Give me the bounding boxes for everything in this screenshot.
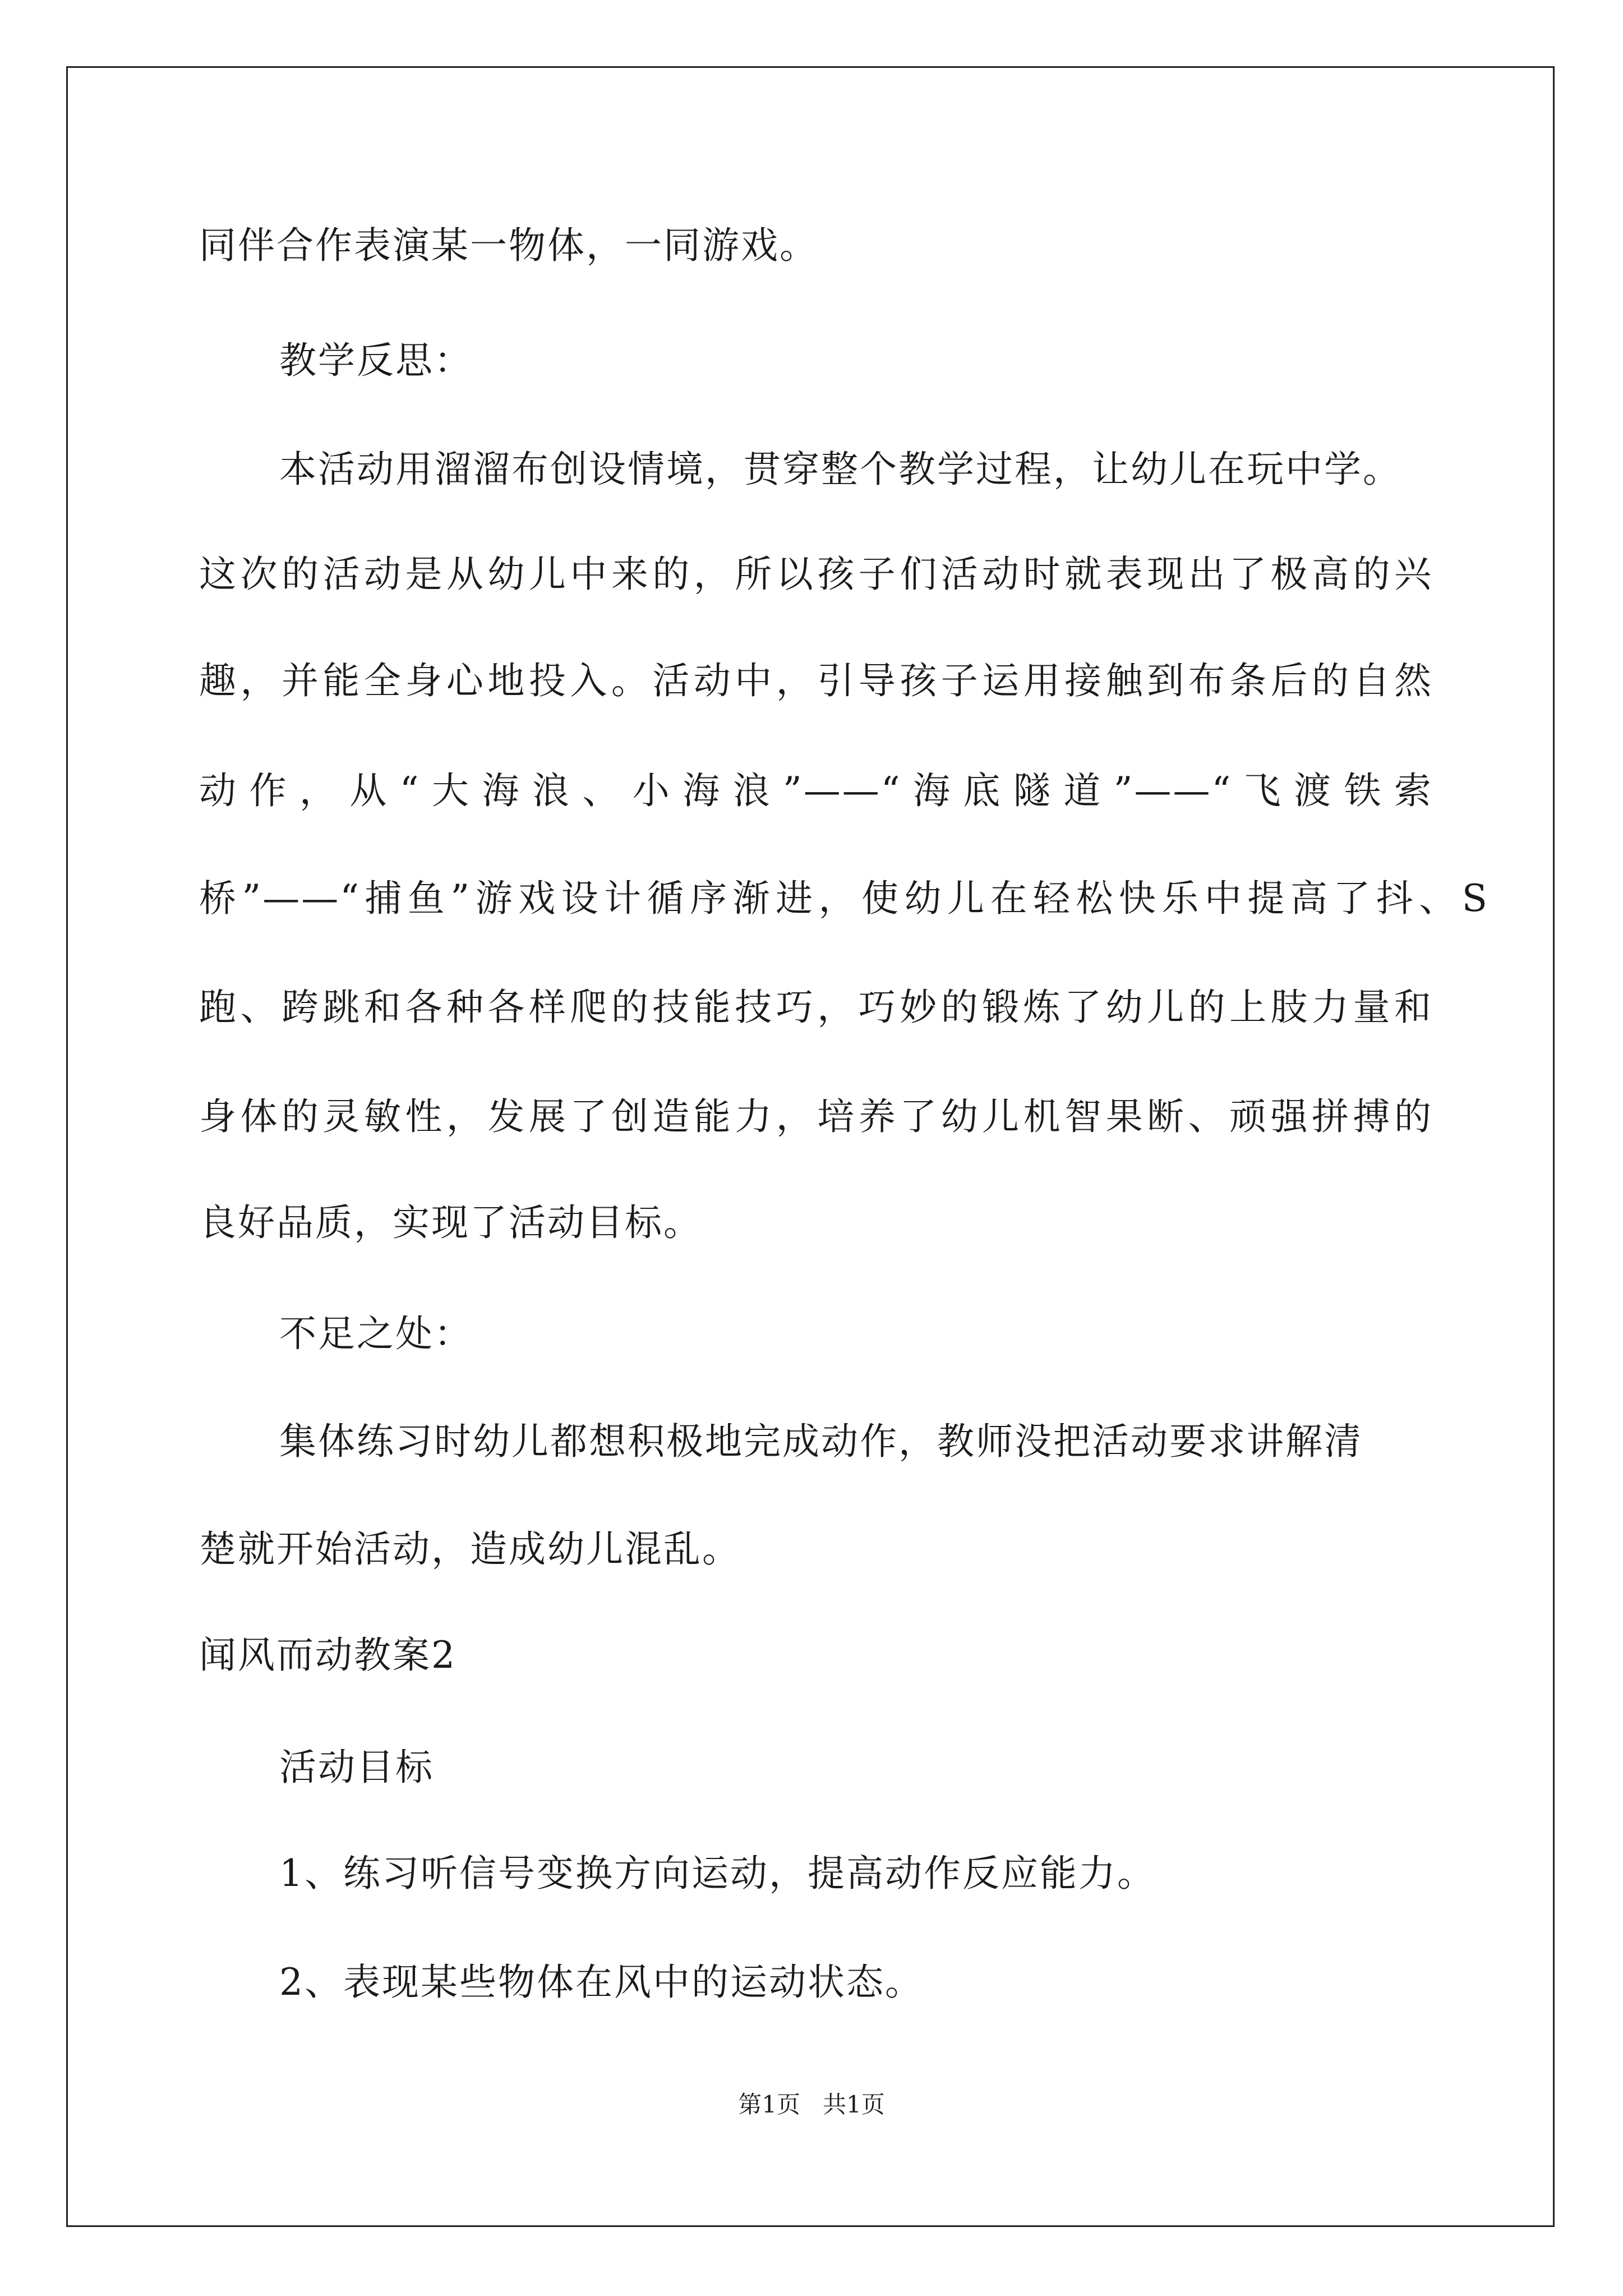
paragraph-shortcomings-line: 集体练习时幼儿都想积极地完成动作，教师没把活动要求讲解清 bbox=[279, 1420, 1363, 1463]
page-number-footer: 第1页 共1页 bbox=[738, 2091, 885, 2118]
section-heading-objectives: 活动目标 bbox=[279, 1746, 434, 1789]
section-heading-reflection: 教学反思： bbox=[279, 339, 473, 382]
page-border bbox=[66, 66, 1555, 2227]
paragraph-reflection-line: 本活动用溜溜布创设情境，贯穿整个教学过程，让幼儿在玩中学。 bbox=[279, 448, 1401, 491]
objective-item: 1、练习听信号变换方向运动，提高动作反应能力。 bbox=[279, 1852, 1156, 1895]
paragraph-reflection-line: 身体的灵敏性，发展了创造能力，培养了幼儿机智果断、顽强拼搏的 bbox=[199, 1095, 1433, 1138]
paragraph-reflection-line: 良好品质，实现了活动目标。 bbox=[199, 1201, 702, 1244]
paragraph-reflection-line: 动作，从“大海浪、小海浪”——“海底隧道”——“飞渡铁索 bbox=[199, 769, 1433, 812]
paragraph-reflection-line: 跑、跨跳和各种各样爬的技能技巧，巧妙的锻炼了幼儿的上肢力量和 bbox=[199, 986, 1433, 1029]
paragraph-reflection-line: 桥”——“捕鱼”游戏设计循序渐进，使幼儿在轻松快乐中提高了抖、S bbox=[199, 877, 1489, 920]
paragraph-reflection-line: 趣，并能全身心地投入。活动中，引导孩子运用接触到布条后的自然 bbox=[199, 659, 1433, 702]
section-heading-shortcomings: 不足之处： bbox=[279, 1312, 473, 1355]
paragraph-reflection-line: 这次的活动是从幼儿中来的，所以孩子们活动时就表现出了极高的兴 bbox=[199, 553, 1433, 596]
text-line-continuation: 同伴合作表演某一物体，一同游戏。 bbox=[199, 224, 818, 267]
objective-item: 2、表现某些物体在风中的运动状态。 bbox=[279, 1961, 924, 2004]
document-title: 闻风而动教案2 bbox=[199, 1634, 457, 1677]
paragraph-shortcomings-line: 楚就开始活动，造成幼儿混乱。 bbox=[199, 1527, 741, 1571]
